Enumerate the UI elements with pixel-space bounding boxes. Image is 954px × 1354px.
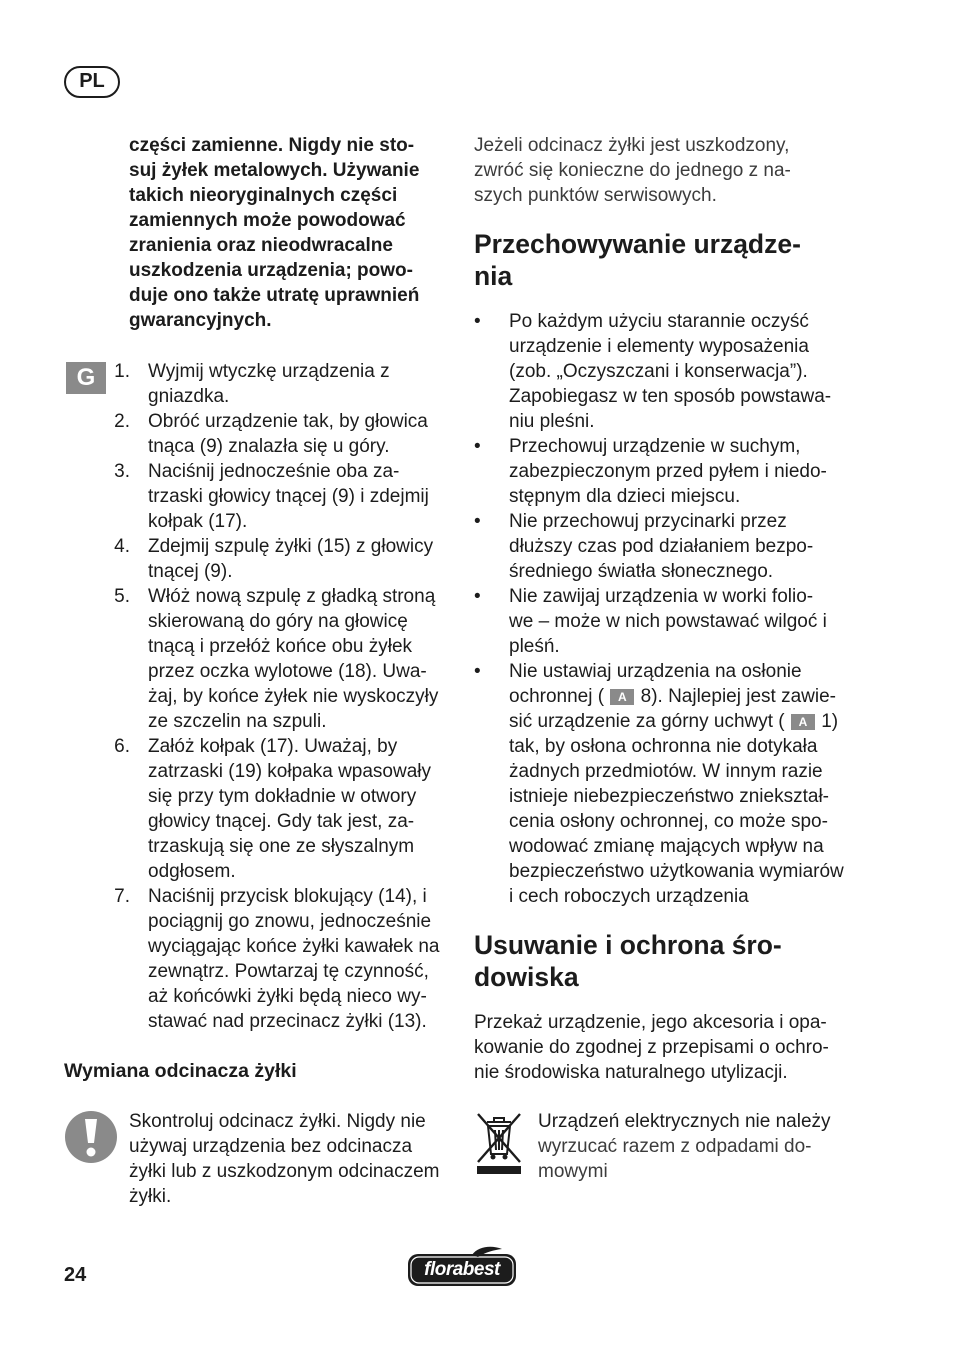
language-badge: PL [64,66,120,98]
list-item: • Nie zawijaj urządzenia w worki folio- we – może w nich powstawać wilgoć i pleśń. [474,586,827,657]
list-item: 7. Naciśnij przycisk blokujący (14), i pociągnij go znowu, jednocześnie wyciągając końce żyłki kawałek na zewnątrz. Powtarzaj tę czynność, aż końcówki żyłki będą nieco wy- stawać nad przecinacz żyłki (13). [114,886,440,1032]
list-item: 2. Obróć urządzenie tak, by głowica tnąca (9) znalazła się u góry. [114,411,428,457]
figure-label-a: A [610,689,634,705]
list-item: • Przechowuj urządzenie w suchym, zabezpieczonym przed pyłem i niedo- stępnym dla dzieci miejscu. [474,436,827,507]
list-item: 6. Załóż kołpak (17). Uważaj, by zatrzaski (19) kołpaka wpasowały się przy tym dokładnie w otwory głowicy tnącej. Gdy tak jest, za- trzaskują się one ze słyszalnym odgłosem. [114,736,432,882]
figure-label-g: G [66,362,106,394]
storage-heading: Przechowywanie urządze- nia [474,229,801,291]
warning-bold-text: części zamienne. Nigdy nie sto- suj żyłek metalowych. Używanie takich nieoryginalnych części zamiennych może powodować zranienia oraz nieodwracalne uszkodzenia urządzenia; powo- duje ono także utratę uprawnień gwarancyjnych. [129,135,420,331]
brand-wordmark: florabest [424,1259,500,1280]
crossed-out-bin-icon [474,1110,524,1176]
list-item: • Nie przechowuj przycinarki przez dłuższy czas pod działaniem bezpo- średniego światła słonecznego. [474,511,814,582]
figure-label-a: A [791,714,815,730]
list-item: • Nie ustawiaj urządzenia na osłonie ochronnej ( A 8). Najlepiej jest zawie- sić urządzenie za górny uchwyt ( A 1) tak, by osłona ochronna nie dotykała żadnych przedmiotów. W innym razie istnieje niebezpieczeństwo zniekształ- cenia osłony ochronnej, co może spo- wodować zmianę mających wpływ na bezpieczeństwo użytkowania wymiarów i cech roboczych urządzenia [474,661,844,907]
brand-logo [406,1246,518,1288]
page-number: 24 [64,1264,87,1286]
list-item: 5. Włóż nową szpulę z gładką stroną skierowaną do góry na głowicę tnącą i przełóż końce obu żyłek przez oczka wylotowe (18). Uwa- żaj, by końce żyłek nie wyskoczyły ze szczelin na szpuli. [114,586,439,732]
disposal-heading: Usuwanie i ochrona śro- dowiska [474,930,782,992]
list-item: 4. Zdejmij szpulę żyłki (15) z głowicy tnącej (9). [114,536,434,582]
list-item: • Po każdym użyciu starannie oczyść urządzenie i elementy wyposażenia (zob. „Oczyszczani i konserwacja”). Zapobiegasz w ten sposób powstawa- niu pleśni. [474,311,832,432]
subheading-line-cutter: Wymiana odcinacza żyłki [64,1060,297,1082]
weee-text: Urządzeń elektrycznych nie należy wyrzucać razem z odpadami do- mowymi [538,1111,831,1182]
list-item: 3. Naciśnij jednocześnie oba za- trzaski głowicy tnącej (9) i zdejmij kołpak (17). [114,461,429,532]
warning-text: Skontroluj odcinacz żyłki. Nigdy nie używaj urządzenia bez odcinacza żyłki lub z uszkodzonym odcinaczem żyłki. [129,1111,440,1207]
exclamation-icon [64,1110,118,1164]
disposal-paragraph: Przekaż urządzenie, jego akcesoria i opa- kowanie do zgodnej z przepisami o ochro- nie środowiska naturalnego utylizacji. [474,1012,829,1083]
intro-paragraph: Jeżeli odcinacz żyłki jest uszkodzony, zwróć się konieczne do jednego z na- szych punktów serwisowych. [474,135,791,206]
list-item: 1. Wyjmij wtyczkę urządzenia z gniazdka. [114,361,390,407]
